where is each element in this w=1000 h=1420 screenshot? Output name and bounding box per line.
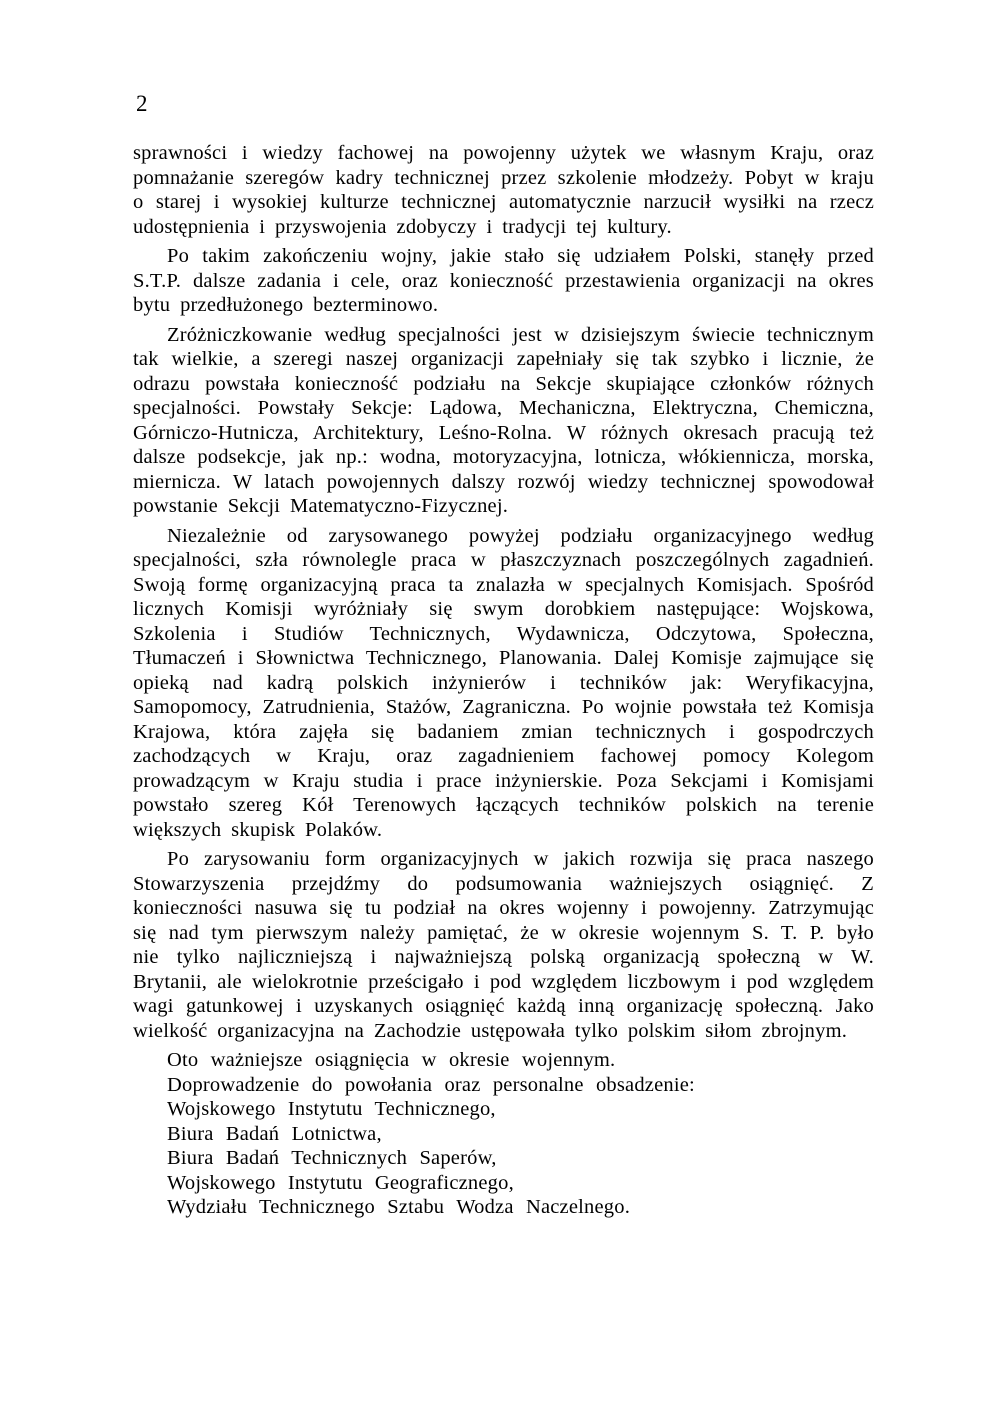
paragraph: Niezależnie od zarysowanego powyżej podziału organizacyjnego według specjalności, szła równolegle praca w płaszczyznach poszczególnych zagadnień. Swoją formę organizacyjną praca ta znalazła w specjalnych Komisjach. Spośród licznych Komisji wyróżniały się swym dorobkiem następujące: Wojskowa, Szkolenia i Studiów Technicznych, Wydawnicza, Odczytowa, Społeczna, Tłumaczeń i Słownictwa Technicznego, Planowania. Dalej Komisje zajmujące się opieką nad kadrą polskich inżynierów i techników jak: Weryfikacyjna, Samopomocy, Zatrudnienia, Stażów, Zagraniczna. Po wojnie powstała też Komisja Krajowa, która zajęła się badaniem zmian technicznych i gospodrczych zachodzących w Kraju, oraz zagadnieniem fachowej pomocy Kolegom prowadzącym w Kraju studia i prace inżynierskie. Poza Sekcjami i Komisjami powstało szereg Kół Terenowych łączących techników polskich na terenie większych skupisk Polaków.	[133, 524, 874, 841]
paragraph: sprawności i wiedzy fachowej na powojenny użytek we własnym Kraju, oraz pomnażanie szeregów kadry technicznej przez szkolenie młodzeży. Pobyt w kraju o starej i wysokiej kulturze technicznej automatycznie narzucił wysiłki na rzecz udostępnienia i przyswojenia zdobyczy i tradycji tej kultury.	[133, 142, 874, 238]
paragraph: Oto ważniejsze osiągnięcia w okresie wojennym.	[167, 1049, 616, 1071]
page-number: 2	[136, 91, 148, 116]
paragraph: Po zarysowaniu form organizacyjnych w jakich rozwija się praca naszego Stowarzyszenia przejdźmy do podsumowania ważniejszych osiągnięć. Z konieczności nasuwa się tu podział na okres wojenny i powojenny. Zatrzymując się nad tym pierwszym należy pamiętać, że w okresie wojennym S. T. P. było nie tylko najliczniejszą i najważniejszą polską organizacją społeczną w W. Brytanii, ale wielokrotnie prześcigało i pod względem liczbowym i pod względem wagi gatunkowej i uzyskanych osiągnięć każdą inną organizację społeczną. Jako wielkość organizacyjna na Zachodzie ustępowała tylko polskim siłom zbrojnym.	[133, 848, 874, 1042]
list-item: Biura Badań Technicznych Saperów,	[167, 1147, 497, 1169]
paragraph: Zróżniczkowanie według specjalności jest w dzisiejszym świecie technicznym tak wielkie, a szeregi naszej organizacji zapełniały się tak szybko i licznie, że odrazu powstała konieczność podziału na Sekcje skupiające członków różnych specjalności. Powstały Sekcje: Lądowa, Mechaniczna, Elektryczna, Chemiczna, Górniczo-Hutnicza, Architektury, Leśno-Rolna. W różnych okresach pracują też dalsze podsekcje, jak np.: wodna, motoryzacyjna, lotnicza, włókiennicza, morska, miernicza. W latach powojennych dalszy rozwój wiedzy technicznej spowodował powstanie Sekcji Matematyczno-Fizycznej.	[133, 323, 874, 517]
text-block	[133, 141, 874, 1220]
list-item: Wojskowego Instytutu Technicznego,	[167, 1098, 496, 1120]
paragraph: Po takim zakończeniu wojny, jakie stało się udziałem Polski, stanęły przed S.T.P. dalsze zadania i cele, oraz konieczność przestawienia organizacji na okres bytu przedłużonego bezterminowo.	[133, 245, 874, 316]
list-item: Biura Badań Lotnictwa,	[167, 1122, 382, 1145]
paragraph: Doprowadzenie do powołania oraz personalne obsadzenie:	[167, 1073, 695, 1096]
list-item: Wojskowego Instytutu Geograficznego,	[167, 1171, 514, 1194]
list-item: Wydziału Technicznego Sztabu Wodza Naczelnego.	[167, 1196, 631, 1218]
